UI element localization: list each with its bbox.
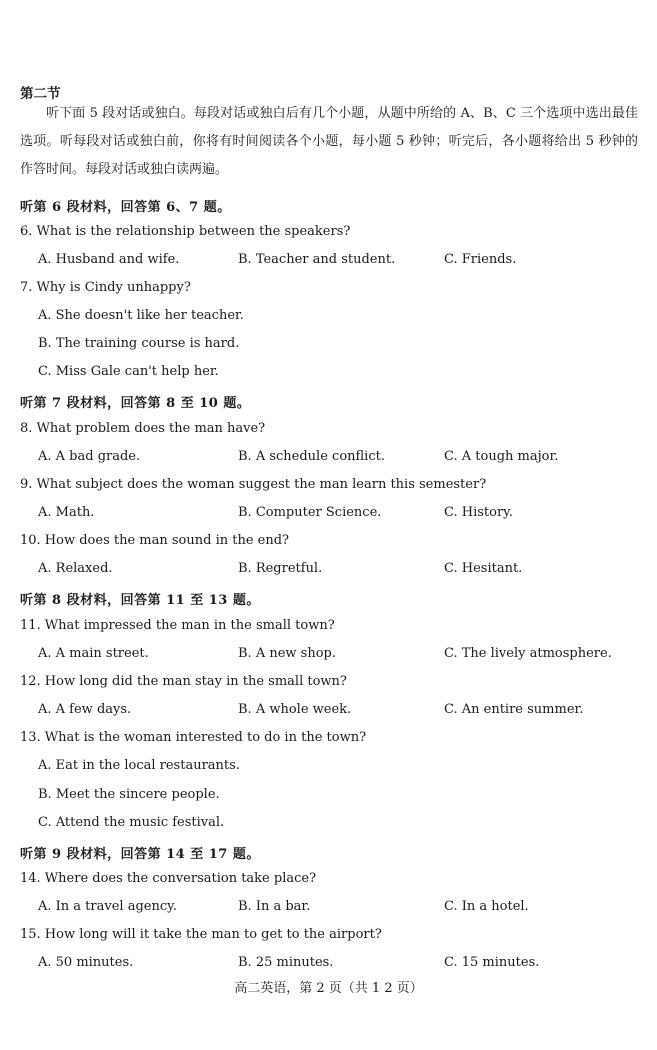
question-11-option-b: B. A new shop. — [238, 646, 336, 661]
question-9-option-a: A. Math. — [38, 505, 95, 520]
question-7-option-c: C. Miss Gale can't help her. — [38, 364, 219, 379]
question-8-option-c: C. A tough major. — [444, 449, 559, 464]
question-12-text: 12. How long did the man stay in the small town? — [20, 674, 347, 689]
question-13-option-a: A. Eat in the local restaurants. — [38, 758, 240, 773]
question-12-option-c: C. An entire summer. — [444, 702, 584, 717]
question-6-option-b: B. Teacher and student. — [238, 252, 396, 267]
question-6-option-c: C. Friends. — [444, 252, 517, 267]
question-14-text: 14. Where does the conversation take place? — [20, 871, 317, 886]
question-10-option-b: B. Regretful. — [238, 561, 323, 576]
question-15-option-c: C. 15 minutes. — [444, 955, 540, 970]
page-footer: 高二英语，第 2 页（共 1 2 页） — [234, 981, 423, 996]
question-8-option-b: B. A schedule conflict. — [238, 449, 385, 464]
question-15-option-b: B. 25 minutes. — [238, 955, 334, 970]
section-intro: 听下面 5 段对话或独白。每段对话或独白后有几个小题，从题中所给的 A、B、C 三个选项中选出最佳选项。听每段对话或独白前，你将有时间阅读各个小题，每小题 5 秒钟；听完后，各小题将给出 5 秒钟的作答时间。每段对话或独白读两遍。 — [20, 106, 638, 177]
question-7-option-a: A. She doesn't like her teacher. — [38, 308, 244, 323]
question-10-text: 10. How does the man sound in the end? — [20, 533, 290, 548]
question-15-option-a: A. 50 minutes. — [38, 955, 134, 970]
question-10-option-a: A. Relaxed. — [38, 561, 113, 576]
question-7-option-b: B. The training course is hard. — [38, 336, 240, 351]
group-label-8: 听第 8 段材料，回答第 11 至 13 题。 — [20, 593, 260, 608]
question-11-option-a: A. A main street. — [38, 646, 149, 661]
question-7-text: 7. Why is Cindy unhappy? — [20, 280, 191, 295]
question-12-option-a: A. A few days. — [38, 702, 132, 717]
question-14-option-b: B. In a bar. — [238, 899, 311, 914]
question-11-text: 11. What impressed the man in the small town? — [20, 618, 335, 633]
question-15-text: 15. How long will it take the man to get to the airport? — [20, 927, 382, 942]
question-8-text: 8. What problem does the man have? — [20, 421, 266, 436]
question-9-option-b: B. Computer Science. — [238, 505, 382, 520]
group-label-6: 听第 6 段材料，回答第 6、7 题。 — [20, 200, 231, 215]
question-8-option-a: A. A bad grade. — [38, 449, 141, 464]
question-14-option-c: C. In a hotel. — [444, 899, 529, 914]
question-9-text: 9. What subject does the woman suggest the man learn this semester? — [20, 477, 487, 492]
question-9-option-c: C. History. — [444, 505, 513, 520]
question-13-option-b: B. Meet the sincere people. — [38, 787, 220, 802]
group-label-7: 听第 7 段材料，回答第 8 至 10 题。 — [20, 396, 251, 411]
section-title: 第二节 — [20, 86, 61, 102]
question-13-text: 13. What is the woman interested to do in the town? — [20, 730, 367, 745]
question-6-option-a: A. Husband and wife. — [38, 252, 180, 267]
group-label-9: 听第 9 段材料，回答第 14 至 17 题。 — [20, 847, 260, 862]
question-12-option-b: B. A whole week. — [238, 702, 352, 717]
question-13-option-c: C. Attend the music festival. — [38, 815, 225, 830]
question-6-text: 6. What is the relationship between the speakers? — [20, 224, 351, 239]
question-14-option-a: A. In a travel agency. — [38, 899, 177, 914]
question-10-option-c: C. Hesitant. — [444, 561, 523, 576]
question-11-option-c: C. The lively atmosphere. — [444, 646, 612, 661]
